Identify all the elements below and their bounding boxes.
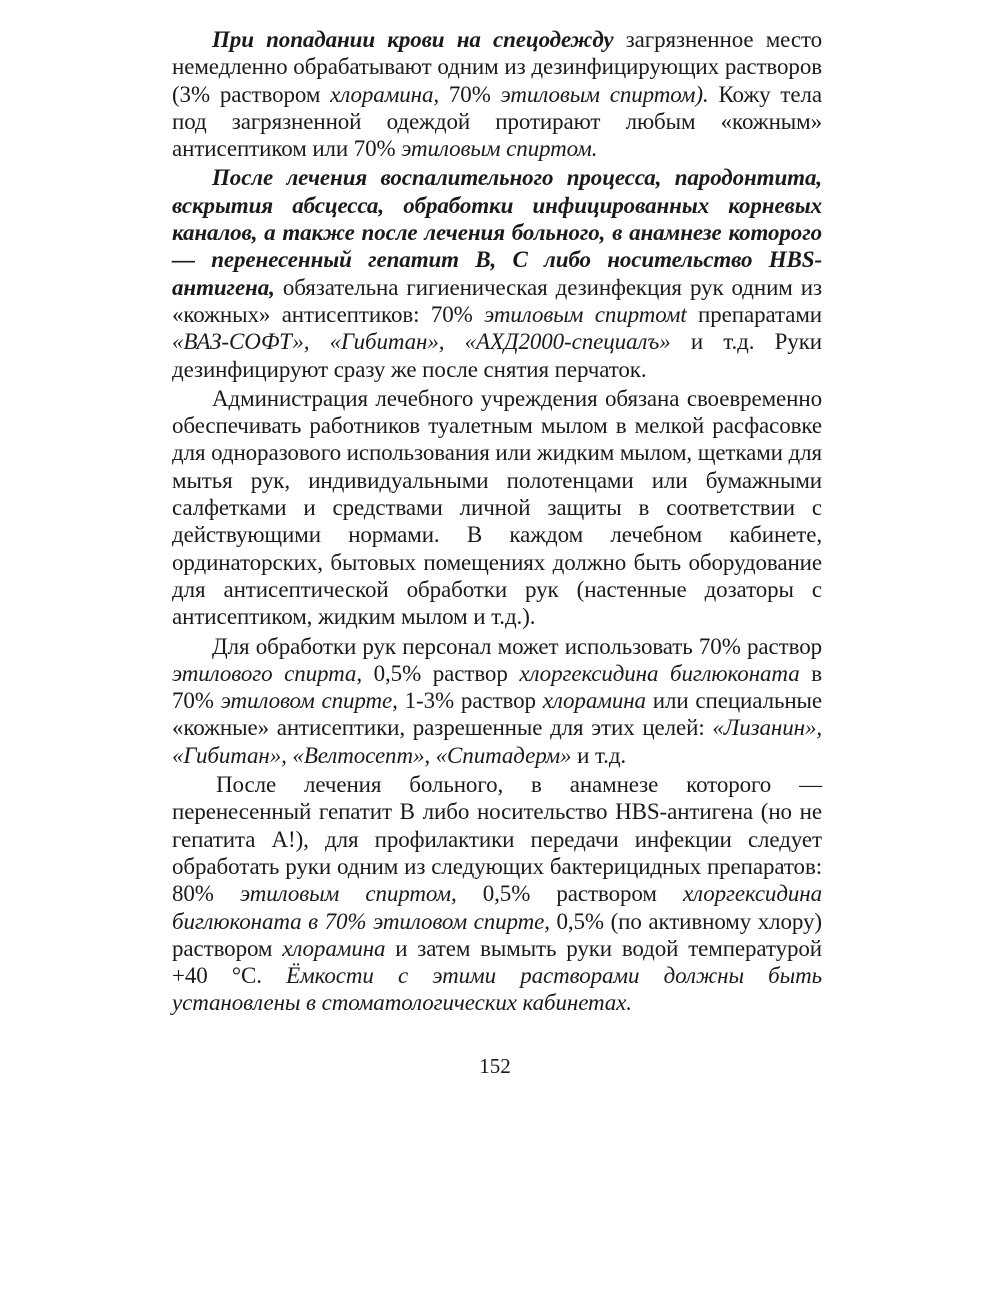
text-run-italic: «ВАЗ-СОФТ», «Гибитан», «АХД2000-специалъ»	[172, 329, 671, 355]
text-run-italic: этиловым спиртом).	[500, 81, 709, 107]
text-run: Администрация лечебного учреждения обязана своевременно обеспечивать работников туалетным мылом в мелкой расфасовке для одноразового использования или жидким мылом, щетками для мытья рук, индивидуальными полотенцами или бумажными салфетками и средствами личной защиты в соответствии с действующими нормами. В каждом лечебном кабинете, ординаторских, бытовых помещениях должно быть оборудование для антисептической обработки рук (настенные дозаторы с антисептиком, жидким мылом и т.д.).	[172, 385, 822, 630]
text-run: , 1-3% раствор	[392, 688, 543, 714]
text-run-italic: «Лизанин», «Гибитан», «Велтосепт», «Спитадерм»	[172, 715, 822, 768]
paragraph-lead-bold: После лечения воспалительного процесса, пародонтита, вскрытия абсцесса, обработки инфицированных корневых каналов, а также после лечения больного, в анамнезе которого — перенесенный гепатит В, С либо носительство HBS-антигена,	[172, 165, 822, 300]
paragraph-administration	[172, 385, 822, 631]
text-run-italic: Ёмкости с этими растворами должны быть установлены в стоматологических кабинетах.	[172, 963, 822, 1016]
paragraph-hand-treatment	[172, 633, 822, 769]
text-run: обязательна гигиеническая дезинфекция рук одним из «кожных» антисептиков: 70%	[172, 274, 822, 327]
text-run: загрязненное место немедленно обрабатывают одним из дезинфицирующих растворов (3% раствором	[172, 27, 822, 107]
text-run-italic: этиловом спирте	[220, 688, 393, 714]
text-run: Для обработки рук персонал может использовать 70% раствор	[212, 633, 822, 659]
text-run-italic: хлоргексидина биглюконата в 70% этиловом спирте,	[172, 881, 822, 934]
text-run-italic: хлорамина	[282, 935, 386, 961]
text-run: препаратами	[686, 301, 822, 327]
paragraph-after-treatment	[172, 164, 822, 382]
text-run: и затем вымыть руки водой температурой +40 °С.	[172, 935, 822, 989]
text-run: , 0,5% раствор	[356, 660, 520, 686]
text-run-italic: хлорамина,	[330, 81, 440, 107]
text-run: Кожу тела под загрязненной одеждой протирают любым «кожным» антисептиком или 70%	[172, 81, 822, 162]
text-run: 70%	[439, 81, 501, 107]
paragraph-hepatitis-prophylaxis	[172, 771, 822, 1017]
text-run: в 70%	[172, 660, 822, 714]
text-run: 0,5% раствором	[456, 881, 683, 907]
page-number: 152	[479, 1054, 511, 1078]
text-run: и т.д. Руки дезинфицируют сразу же после снятия перчаток.	[172, 329, 822, 382]
text-run-italic: хлорамина	[542, 688, 646, 714]
text-run-italic: этиловым спиртом.	[401, 136, 598, 162]
paragraph-blood-on-clothing	[172, 26, 822, 162]
text-run: или специальные «кожные» антисептики, разрешенные для этих целей:	[172, 688, 823, 741]
text-run-italic: хлоргексидина биглюконата	[519, 660, 800, 686]
text-run: 0,5% (по активному хлору) раствором	[172, 908, 822, 961]
paragraph-lead-bold: При попадании крови на спецодежду	[212, 27, 614, 52]
page-body	[172, 26, 822, 1017]
text-run-italic: этиловым спиртомt	[484, 301, 687, 327]
text-run-italic: этилового спирта	[172, 660, 357, 686]
text-run-italic: этиловым спиртом,	[240, 881, 457, 907]
text-run: После лечения больного, в анамнезе которого — перенесенный гепатит В либо носительство HBS-антигена (но не гепатита А!), для профилактики передачи инфекции следует обработать руки одним из следующих бактерицидных препаратов: 80%	[172, 772, 822, 907]
text-run: и т.д.	[571, 742, 627, 768]
